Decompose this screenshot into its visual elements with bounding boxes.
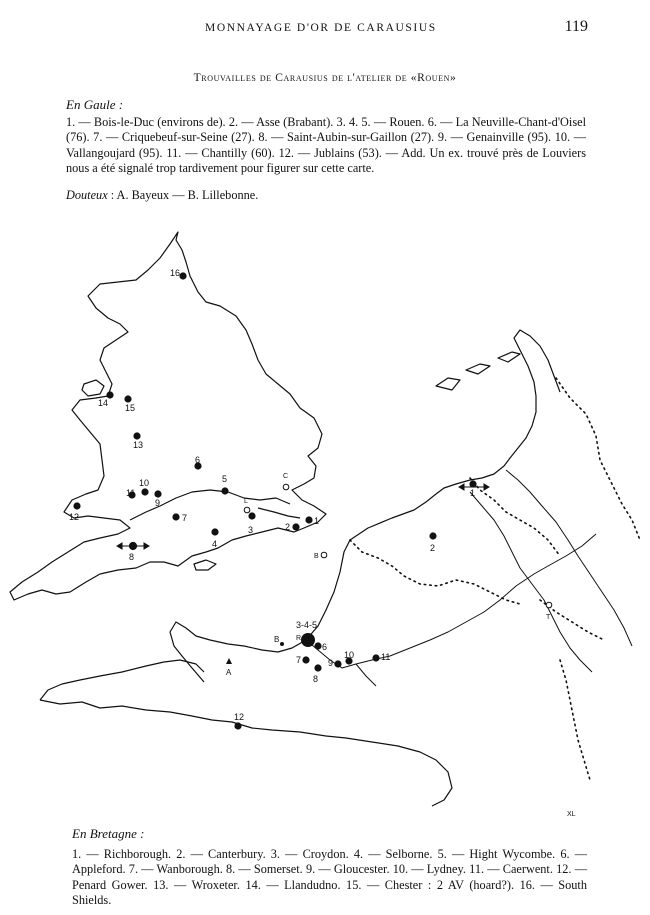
arrow-head-left-gaul-1: [459, 484, 464, 490]
label-britain-14: 14: [98, 398, 109, 408]
frisian-island-1: [436, 378, 460, 390]
label-britain-3: 3: [248, 525, 254, 535]
continent-coastline: [40, 330, 560, 806]
loire-river: [356, 664, 376, 686]
label-rouen-r: R: [296, 635, 302, 642]
findspot-britain-16: [179, 272, 186, 279]
findspot-gaul-6: [314, 642, 321, 649]
doubtful-findspots: [66, 188, 258, 203]
label-lillebonne-b: B: [274, 635, 280, 644]
britain-coastline: [10, 232, 326, 600]
findspot-gaul-3-4-5: [301, 633, 315, 647]
gaule-heading: En Gaule :: [66, 97, 124, 112]
findspot-britain-2: [292, 523, 299, 530]
label-gaul-7: 7: [296, 655, 302, 665]
findspot-britain-9: [154, 490, 161, 497]
map-signature: XL: [567, 811, 576, 818]
doubtful-trier-t: [546, 602, 552, 608]
label-gaul-10: 10: [344, 650, 355, 660]
findspot-gaul-8: [314, 664, 321, 671]
label-britain-9: 9: [155, 498, 161, 508]
label-gaul-9: 9: [328, 658, 334, 668]
label-britain-12: 12: [69, 512, 80, 522]
label-gaul-8: 8: [313, 674, 319, 684]
label-croydon-c: C: [283, 473, 289, 480]
arrow-head-right-britain-8: [144, 543, 149, 549]
seine-river: [306, 534, 596, 668]
lillebonne-marker-b: [280, 642, 284, 646]
arrow-head-right-gaul-1: [484, 484, 489, 490]
page-number: 119: [564, 18, 588, 35]
arrow-head-left-britain-8: [117, 543, 122, 549]
label-trier-t: T: [546, 614, 551, 621]
brittany-coast: [40, 660, 204, 700]
border-rhine: [560, 660, 590, 780]
label-britain-15: 15: [125, 403, 136, 413]
label-gaul-1: 1: [470, 488, 476, 498]
findspot-britain-15: [124, 395, 131, 402]
findspot-gaul-9: [334, 660, 341, 667]
label-gaul-6: 6: [322, 642, 328, 652]
doubtful-london-l: [244, 507, 250, 513]
findspot-map: [0, 210, 650, 825]
label-britain-1: 1: [314, 516, 320, 526]
label-britain-6: 6: [195, 455, 201, 465]
findspot-britain-4: [211, 528, 218, 535]
findspot-gaul-11: [372, 654, 379, 661]
britain-findspots: [73, 272, 312, 535]
map-title: Trouvailles de Carausius de l'atelier de «Rouen»: [193, 72, 457, 84]
label-britain-16: 16: [170, 268, 181, 278]
label-britain-4: 4: [212, 539, 218, 549]
anglesey: [82, 380, 104, 396]
bretagne-findspots-text: 1. — Richborough. 2. — Canterbury. 3. — Croydon. 4. — Selborne. 5. — Hight Wycombe. 6. — Appleford. 7. — Wanborough. 8. — Somerset. 9. — Gloucester. 10. — Lydney. 11. — Caerwent. 12. — Penard Gower. 13. — Wroxeter. 14. — Llandudno. 15. — Chester : 2 AV (hoard?). 16. — South Shields.: [72, 847, 587, 908]
findspot-britain-1: [305, 516, 312, 523]
gaul-findspots: [234, 480, 476, 729]
findspot-gaul-7: [302, 656, 309, 663]
label-gaul-3-4-5: 3-4-5: [296, 620, 318, 630]
border-netherlands-germany: [556, 378, 640, 540]
label-britain-2: 2: [285, 522, 291, 532]
bayeux-marker-a: [226, 658, 232, 664]
meuse-river: [470, 492, 592, 672]
bretagne-heading: En Bretagne :: [72, 826, 145, 841]
findspot-britain-10: [141, 488, 148, 495]
findspot-gaul-12: [234, 722, 241, 729]
findspot-britain-8: [129, 542, 136, 549]
severn-estuary: [130, 490, 290, 520]
label-britain-11: 11: [126, 488, 136, 498]
label-bayeux-a: A: [226, 668, 232, 677]
findspot-britain-13: [133, 432, 140, 439]
frisian-island-2: [466, 364, 490, 374]
doubtful-croydon-c: [283, 484, 289, 490]
label-britain-13: 13: [133, 440, 144, 450]
label-gaul-2: 2: [430, 543, 436, 553]
findspot-britain-3: [248, 512, 255, 519]
label-gaul-12: 12: [234, 712, 245, 722]
gaule-findspots-text: 1. — Bois-le-Duc (environs de). 2. — Asse (Brabant). 3. 4. 5. — Rouen. 6. — La Neuville-Chant-d'Oisel (76). 7. — Criquebeuf-sur-Seine (27). 8. — Saint-Aubin-sur-Gaillon (27). 9. — Genainville (95). 10. — Vallangoujard (95). 11. — Chantilly (60). 12. — Jublains (53). — Add. Un ex. trouvé près de Louviers nous a été signalé trop tardivement pour figurer sur cette carte.: [66, 115, 586, 176]
doubtful-boulogne-b: [321, 552, 327, 558]
thames-estuary: [258, 508, 300, 518]
label-britain-7: 7: [182, 513, 188, 523]
label-boulogne-b: B: [314, 553, 319, 560]
findspot-britain-7: [172, 513, 179, 520]
label-britain-10: 10: [139, 478, 150, 488]
running-title: MONNAYAGE D'OR DE CARAUSIUS: [205, 22, 437, 34]
page-header: [0, 18, 650, 42]
label-london-l: L: [244, 498, 248, 505]
frisian-island-3: [498, 352, 520, 362]
label-gaul-11: 11: [381, 652, 391, 662]
label-britain-5: 5: [222, 474, 228, 484]
findspot-britain-5: [221, 487, 228, 494]
isle-of-wight: [194, 560, 216, 570]
doubtful-label: Douteux: [66, 188, 108, 202]
label-britain-8: 8: [129, 552, 135, 562]
doubtful-text: : A. Bayeux — B. Lillebonne.: [110, 188, 259, 202]
findspot-britain-12: [73, 502, 80, 509]
findspot-gaul-2: [429, 532, 436, 539]
